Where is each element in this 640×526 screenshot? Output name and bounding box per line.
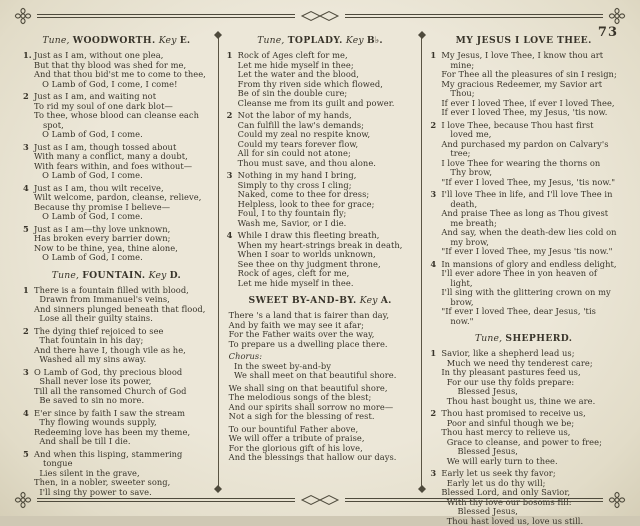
verse-line: Thou hast promised to receive us, [441,409,617,419]
verse [23,143,210,181]
hymn-heading [430,35,617,46]
verse-number: 3 [430,190,436,200]
verse-line: Grace to cleanse, and power to free; [441,438,617,448]
corner-flourish-icon [14,491,32,509]
verse-lines [441,190,617,257]
verse-line: Let me hide myself in thee. [238,279,414,289]
verse-lines [238,171,414,228]
verse-number: 3 [23,143,29,153]
verse-line: Till all the ransomed Church of God [34,387,210,397]
verse-line: But that thy blood was shed for me, [34,61,210,71]
verse [430,349,617,406]
verse [227,352,414,381]
hymn-heading [430,333,617,344]
verse-line: Thou hast loved us, love us still. [441,517,617,526]
verse-line: All for sin could not atone; [238,149,414,159]
verse-number: 1 [23,286,29,296]
verse-line: Not a sigh for the blessing of rest. [229,412,414,422]
verse-line: From thy riven side which flowed, [238,80,414,90]
verse-number: 1 [227,51,233,61]
verse-line: And the blessings that hallow our days. [229,453,414,463]
verse-lines [34,286,210,324]
verse-lines [34,409,210,447]
verse-line: Naked, come to thee for dress; [238,190,414,200]
verse-line: Simply to thy cross I cling; [238,181,414,191]
verse-line: In the sweet by-and-by [229,362,414,372]
verse-line: There 's a land that is fairer than day, [229,311,414,321]
hymn-heading [23,35,210,46]
verse-line: For the Father waits over the way, [229,330,414,340]
verse-line: To thee, whose blood can cleanse each spot, [34,111,210,130]
verse-line: O Lamb of God, I come. [34,130,210,140]
verse-lines [238,51,414,108]
verse-line: If ever I loved Thee, if ever I loved Thee, [441,99,617,109]
verse-line: And by faith we may see it afar; [229,321,414,331]
verse-line: With thy love our bosoms fill: [441,498,617,508]
verse-line: Then, in a nobler, sweeter song, [34,478,210,488]
verse-lines [238,231,414,288]
verse-line: And that thou bid'st me to come to thee, [34,70,210,80]
verse-line: I'll sing thy power to save. [34,488,210,498]
verse-line: Could my zeal no respite know, [238,130,414,140]
verse-line: Now to be thine, yea, thine alone, [34,244,210,254]
column-1 [15,32,218,492]
verse-number: 1 [430,349,436,359]
verse-line: Blessed Jesus, [441,507,617,517]
verse-line: Just as I am—thy love unknown, [34,225,210,235]
verse-line: Blessed Jesus, [441,387,617,397]
verse-lines [229,384,414,422]
verse-line: I'll ever adore Thee in yon heaven of light, [441,269,617,288]
verse [227,425,414,463]
verse-line: Blessed Jesus, [441,447,617,457]
verse-line: With fears within, and foes without— [34,162,210,172]
verse-line: The dying thief rejoiced to see [34,327,210,337]
verse-line: O Lamb of God, thy precious blood [34,368,210,378]
verse-line: O Lamb of God, I come, I come! [34,80,210,90]
corner-flourish-icon [608,7,626,25]
verse-line: Has broken every barrier down; [34,234,210,244]
hymn-woodworth [23,35,210,263]
verse-line: Foul, I to thy fountain fly; [238,209,414,219]
verse-lines [34,368,210,406]
border-rule [37,14,295,18]
verse-line: Rock of ages, cleft for me, [238,269,414,279]
verse-line: Redeeming love has been my theme, [34,428,210,438]
hymn-heading [227,295,414,306]
verse-line: "If ever I loved Thee, dear Jesus, 'tis now." [441,307,617,326]
verse-line: My gracious Redeemer, my Savior art Thou; [441,80,617,99]
verse-line: O Lamb of God, I come. [34,212,210,222]
tune-name: TOPLADY. [288,35,343,46]
border-rule [345,498,603,502]
verse-line: Drawn from Immanuel's veins, [34,295,210,305]
verse [23,184,210,222]
verse-number: 5 [23,450,29,460]
tune-label: Tune, [475,333,502,344]
verse-line: And say, when the death-dew lies cold on my brow, [441,228,617,247]
verse [227,384,414,422]
verse-line: Because thy promise I believe— [34,203,210,213]
verse-line: Just as I am, thou wilt receive, [34,184,210,194]
verse-line: We will early turn to thee. [441,457,617,467]
verse-line: In thy pleasant pastures feed us, [441,368,617,378]
verse-line: Poor and sinful though we be; [441,419,617,429]
tune-name: WOODWORTH. [73,35,156,46]
verse-number: 3 [23,368,29,378]
verse-line: Wash me, Savior, or I die. [238,219,414,229]
verse [23,450,210,498]
verse-line: To prepare us a dwelling place there. [229,340,414,350]
verse-line: The melodious songs of the blest; [229,393,414,403]
verse-lines [34,92,210,140]
tune-name: SHEPHERD. [505,333,572,344]
verse-line: We shall sing on that beautiful shore, [229,384,414,394]
verse-line: Be of sin the double cure; [238,89,414,99]
hymn-heading [23,270,210,281]
verse-line: With many a conflict, many a doubt, [34,152,210,162]
verse-lines [441,121,617,188]
verse-line: For Thee all the pleasures of sin I resign; [441,70,617,80]
verse-line: If ever I loved Thee, my Jesus, 'tis now. [441,108,617,118]
verse [227,171,414,228]
tune-label: Tune, [52,270,79,281]
verse-line: While I draw this fleeting breath, [238,231,414,241]
chain-ornament-icon [300,10,340,22]
verse-lines [34,51,210,89]
verse-line: Thou hast bought us, thine we are. [441,397,617,407]
verse-line: We will offer a tribute of praise, [229,434,414,444]
verse-number: 2 [23,92,29,102]
verse-line: And purchased my pardon on Calvary's tree; [441,140,617,159]
column-divider [421,33,422,491]
verse-number: 4 [430,260,436,270]
verse [430,51,617,118]
verse-line: I love Thee, because Thou hast first loved me, [441,121,617,140]
column-2 [219,32,422,492]
key-label: Key [159,35,177,46]
tune-label: Tune, [257,35,284,46]
verse-lines [229,352,414,381]
verse-line: Nothing in my hand I bring, [238,171,414,181]
border-rule [345,14,603,18]
page-content [15,32,625,492]
verse-number: 3 [430,469,436,479]
hymn-toplady [227,35,414,288]
verse-line: In mansions of glory and endless delight, [441,260,617,270]
verse [23,409,210,447]
verse-line: Early let us do thy will; [441,479,617,489]
verse-line: Lies silent in the grave, [34,469,210,479]
verse-line: Just as I am, without one plea, [34,51,210,61]
tune-name: SWEET BY-AND-BY. [249,295,357,306]
verse-line: Let the water and the blood, [238,70,414,80]
verse-line: Blessed Lord, and only Savior, [441,488,617,498]
verse-list [23,286,210,498]
verse-line: Just as I am, and waiting not [34,92,210,102]
tune-label: Tune, [42,35,69,46]
verse-line: Savior, like a shepherd lead us; [441,349,617,359]
verse-line: For the glorious gift of his love, [229,444,414,454]
verse-line: To our bountiful Father above, [229,425,414,435]
verse-line: Not the labor of my hands, [238,111,414,121]
verse-number: 4 [23,409,29,419]
hymn-fountain [23,270,210,498]
verse-lines [238,111,414,168]
verse-line: Shall never lose its power, [34,377,210,387]
verse [23,368,210,406]
verse-line: O Lamb of God, I come. [34,253,210,263]
verse-line: O Lamb of God, I come. [34,171,210,181]
hymn-sweet-by-and-by [227,295,414,463]
verse [227,311,414,349]
verse [23,225,210,263]
key-value: B♭. [367,35,383,46]
verse-line: When my heart-strings break in death, [238,241,414,251]
diamond-ornament-icon [418,31,426,39]
key-label: Key [346,35,364,46]
verse-line: And when this lisping, stammering tongue [34,450,210,469]
verse [23,51,210,89]
verse-number: 4 [23,184,29,194]
verse-line: "If ever I loved Thee, my Jesus 'tis now." [441,247,617,257]
verse-number: 5 [23,225,29,235]
verse-line: When I soar to worlds unknown, [238,250,414,260]
verse-line: Thou hast mercy to relieve us, [441,428,617,438]
verse-line: And our spirits shall sorrow no more— [229,403,414,413]
verse-number: 2 [23,327,29,337]
key-value: E. [180,35,191,46]
verse-lines [441,260,617,327]
verse-line: "If ever I loved Thee, my Jesus, 'tis now." [441,178,617,188]
tune-name: MY JESUS I LOVE THEE. [456,35,592,46]
verse-line: Wilt welcome, pardon, cleanse, relieve, [34,193,210,203]
verse-line: There is a fountain filled with blood, [34,286,210,296]
verse [227,51,414,108]
verse [430,121,617,188]
verse-line: To rid my soul of one dark blot— [34,102,210,112]
verse-line: Washed all my sins away. [34,355,210,365]
verse-line: Chorus: [229,352,414,362]
verse-number: 1. [23,51,32,61]
chain-ornament-icon [300,494,340,506]
verse-lines [441,409,617,466]
verse-line: Lose all their guilty stains. [34,314,210,324]
verse-list [227,311,414,463]
verse-lines [229,425,414,463]
verse-lines [34,184,210,222]
key-label: Key [149,270,167,281]
verse-line: That fountain in his day; [34,336,210,346]
verse-list [23,51,210,263]
hymn-heading [227,35,414,46]
verse-line: For our use thy folds prepare: [441,378,617,388]
border-rule [37,498,295,502]
key-value: D. [170,270,181,281]
verse-line: See thee on thy judgment throne, [238,260,414,270]
tune-name: FOUNTAIN. [82,270,145,281]
verse-line: I'll love Thee in life, and I'll love Thee in death, [441,190,617,209]
verse [23,327,210,365]
verse-line: I love Thee for wearing the thorns on Thy brow, [441,159,617,178]
verse-line: And shall be till I die. [34,437,210,447]
verse-line: Much we need thy tenderest care; [441,359,617,369]
verse-line: Rock of Ages cleft for me, [238,51,414,61]
column-divider [218,33,219,491]
verse-lines [229,311,414,349]
verse-lines [34,327,210,365]
verse-line: And praise Thee as long as Thou givest me breath; [441,209,617,228]
key-label: Key [360,295,378,306]
verse-number: 4 [227,231,233,241]
verse-line: Be saved to sin no more. [34,396,210,406]
verse-line: Can fulfill the law's demands; [238,121,414,131]
verse-line: And there have I, though vile as he, [34,346,210,356]
bottom-border [14,491,626,509]
top-border [14,7,626,25]
verse [23,286,210,324]
verse-number: 2 [227,111,233,121]
verse-line: My Jesus, I love Thee, I know thou art mine; [441,51,617,70]
verse-lines [441,349,617,406]
verse [430,190,617,257]
corner-flourish-icon [14,7,32,25]
verse [430,409,617,466]
verse-lines [34,450,210,498]
verse [227,231,414,288]
verse-line: E'er since by faith I saw the stream [34,409,210,419]
verse-line: Thy flowing wounds supply, [34,418,210,428]
column-3 [422,32,625,492]
verse [23,92,210,140]
verse-lines [34,225,210,263]
verse-line: Cleanse me from its guilt and power. [238,99,414,109]
diamond-ornament-icon [214,31,222,39]
verse-line: Thou must save, and thou alone. [238,159,414,169]
verse-number: 3 [227,171,233,181]
verse-lines [34,143,210,181]
verse-line: Just as I am, though tossed about [34,143,210,153]
verse-line: Could my tears forever flow, [238,140,414,150]
verse-lines [441,51,617,118]
verse-number: 1 [430,51,436,61]
verse-line: And sinners plunged beneath that flood, [34,305,210,315]
verse [227,111,414,168]
verse-number: 2 [430,121,436,131]
verse-line: We shall meet on that beautiful shore. [229,371,414,381]
verse-line: I'll sing with the glittering crown on my brow, [441,288,617,307]
verse-number: 2 [430,409,436,419]
page-number: 73 [598,25,618,40]
verse-list [227,51,414,288]
verse-line: Let me hide myself in thee; [238,61,414,71]
key-value: A. [381,295,392,306]
corner-flourish-icon [608,491,626,509]
verse-list [430,51,617,326]
verse [430,260,617,327]
hymn-my-jesus-i-love-thee [430,35,617,326]
verse-line: Early let us seek thy favor; [441,469,617,479]
verse-line: Helpless, look to thee for grace; [238,200,414,210]
